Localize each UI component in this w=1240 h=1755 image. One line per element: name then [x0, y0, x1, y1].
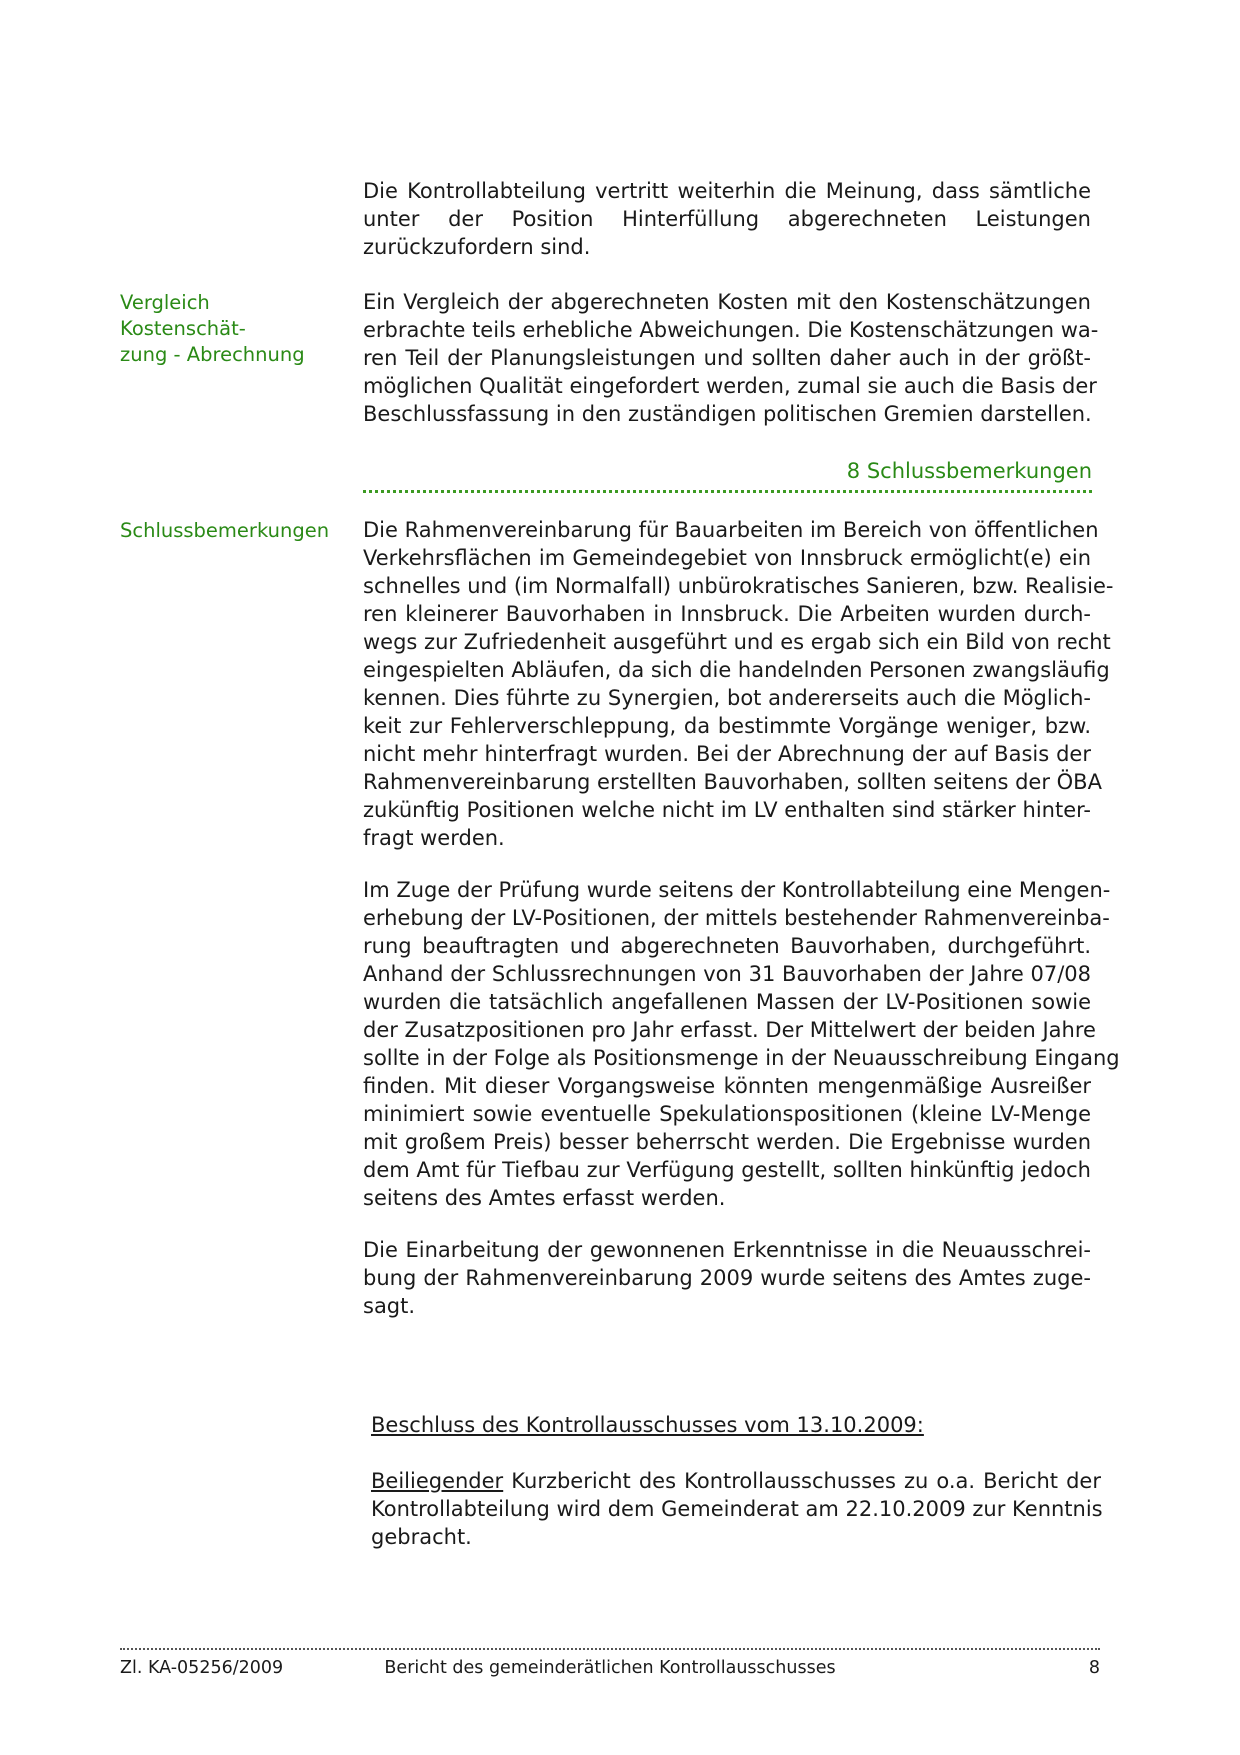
margin-label-line: zung - Abrechnung — [120, 343, 305, 366]
text-line: erhebung der LV-Positionen, der mittels bestehender Rahmenvereinba- — [363, 906, 1110, 930]
decision-line1-rest: Kurzbericht des Kontrollausschusses zu o.a. Bericht der — [503, 1469, 1101, 1493]
text-line: Im Zuge der Prüfung wurde seitens der Kontrollabteilung eine Mengen- — [363, 878, 1111, 902]
text-line: erbrachte teils erhebliche Abweichungen. Die Kostenschätzungen wa- — [363, 318, 1099, 342]
decision-text — [371, 1467, 1101, 1551]
text-line: Die Einarbeitung der gewonnenen Erkenntnisse in die Neuausschrei- — [363, 1238, 1091, 1262]
footer-divider — [120, 1648, 1100, 1650]
text-line: unter der Position Hinterfüllung abgerechneten Leistungen — [363, 207, 1091, 231]
text-line: Die Kontrollabteilung vertritt weiterhin die Meinung, dass sämtliche — [363, 179, 1091, 203]
section-divider — [363, 490, 1092, 493]
text-line: der Zusatzpositionen pro Jahr erfasst. Der Mittelwert der beiden Jahre — [363, 1018, 1096, 1042]
text-line: mit großem Preis) besser beherrscht werden. Die Ergebnisse wurden — [363, 1130, 1091, 1154]
text-line: bung der Rahmenvereinbarung 2009 wurde seitens des Amtes zuge- — [363, 1266, 1091, 1290]
margin-label-schluss: Schlussbemerkungen — [120, 519, 330, 542]
text-line: wegs zur Zufriedenheit ausgeführt und es ergab sich ein Bild von recht — [363, 630, 1111, 654]
text-line: fragt werden. — [363, 826, 505, 850]
text-line: Die Rahmenvereinbarung für Bauarbeiten im Bereich von öffentlichen — [363, 518, 1099, 542]
text-line: ren Teil der Planungsleistungen und sollten daher auch in der größt- — [363, 346, 1091, 370]
text-line: möglichen Qualität eingefordert werden, zumal sie auch die Basis der — [363, 374, 1097, 398]
text-line: sagt. — [363, 1294, 416, 1318]
paragraph-schluss-2 — [363, 876, 1120, 1212]
text-line: ren kleinerer Bauvorhaben in Innsbruck. Die Arbeiten wurden durch- — [363, 602, 1091, 626]
text-line: Beschlussfassung in den zuständigen politischen Gremien darstellen. — [363, 402, 1092, 426]
text-line: rung beauftragten und abgerechneten Bauvorhaben, durchgeführt. — [363, 934, 1091, 958]
text-line: Verkehrsflächen im Gemeindegebiet von Innsbruck ermöglicht(e) ein — [363, 546, 1091, 570]
text-line: seitens des Amtes erfasst werden. — [363, 1186, 726, 1210]
text-line — [371, 1467, 1101, 1495]
text-line: kennen. Dies führte zu Synergien, bot andererseits auch die Möglich- — [363, 686, 1091, 710]
text-line: Kontrollabteilung wird dem Gemeinderat am 22.10.2009 zur Kenntnis — [371, 1497, 1103, 1521]
text-line: Ein Vergleich der abgerechneten Kosten mit den Kostenschätzungen — [363, 290, 1091, 314]
text-line: finden. Mit dieser Vorgangsweise könnten mengenmäßige Ausreißer — [363, 1074, 1091, 1098]
margin-label-vergleich — [120, 290, 340, 368]
text-line: Rahmenvereinbarung erstellten Bauvorhaben, sollten seitens der ÖBA — [363, 770, 1102, 794]
text-line: zukünftig Positionen welche nicht im LV enthalten sind stärker hinter- — [363, 798, 1091, 822]
footer-reference: Zl. KA-05256/2009 — [120, 1658, 284, 1678]
paragraph-schluss-1 — [363, 516, 1114, 852]
text-line: schnelles und (im Normalfall) unbürokratisches Sanieren, bzw. Realisie- — [363, 574, 1114, 598]
footer-title: Bericht des gemeinderätlichen Kontrollausschusses — [384, 1658, 836, 1678]
paragraph-vergleich — [363, 288, 1099, 428]
decision-first-word: Beiliegender — [371, 1469, 504, 1493]
text-line: nicht mehr hinterfragt wurden. Bei der Abrechnung der auf Basis der — [363, 742, 1091, 766]
text-line: keit zur Fehlerverschleppung, da bestimmte Vorgänge weniger, bzw. — [363, 714, 1091, 738]
decision-title: Beschluss des Kontrollausschusses vom 13.10.2009: — [371, 1413, 924, 1437]
paragraph-hinterfuellung — [363, 177, 1091, 261]
text-line: dem Amt für Tiefbau zur Verfügung gestellt, sollten hinkünftig jedoch — [363, 1158, 1091, 1182]
text-line: eingespielten Abläufen, da sich die handelnden Personen zwangsläufig — [363, 658, 1110, 682]
page-number: 8 — [1088, 1658, 1100, 1678]
margin-label-line: Vergleich Kostenschät- — [120, 291, 246, 340]
text-line: wurden die tatsächlich angefallenen Massen der LV-Positionen sowie — [363, 990, 1091, 1014]
section-heading: 8 Schlussbemerkungen — [846, 459, 1092, 483]
text-line: sollte in der Folge als Positionsmenge in der Neuausschreibung Eingang — [363, 1046, 1120, 1070]
text-line: gebracht. — [371, 1525, 472, 1549]
text-line: zurückzufordern sind. — [363, 235, 591, 259]
text-line: minimiert sowie eventuelle Spekulationspositionen (kleine LV-Menge — [363, 1102, 1091, 1126]
text-line: Anhand der Schlussrechnungen von 31 Bauvorhaben der Jahre 07/08 — [363, 962, 1091, 986]
paragraph-schluss-3 — [363, 1236, 1091, 1320]
